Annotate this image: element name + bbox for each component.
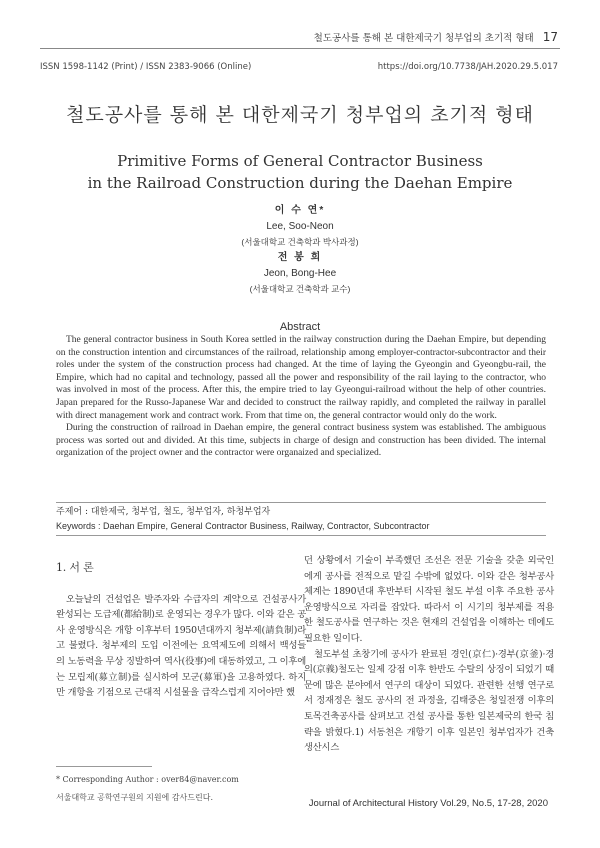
- author-2-name-en: Jeon, Bong-Hee: [263, 268, 337, 279]
- issn-line: ISSN 1598-1142 (Print) / ISSN 2383-9066 (Online): [40, 62, 252, 72]
- abstract-paragraph-1: The general contractor business in South Korea settled in the railway construction during the Daehan Empire, but depending on the construction intention and circumstances of the railroad, relationship among employer-contractor-subcontractor and their roles under the system of the construction process had changed. At the time of laying the Gyeongin and Gyeongbu-rail, the Empire, which had no capital and technology, passed all the power and responsibility of the rail laying to the contractor, who was involved in most of the process. After this, the empire tried to lay Gyeongui-railroad without the help of other countries. Japan prepared for the Russo-Japanese War and decided to construct the railway rapidly, and completed the railway in parallel with direct management work and contract work. From that time on, the general contractor would only do the work.: [56, 335, 546, 421]
- doi-link[interactable]: https://doi.org/10.7738/JAH.2020.29.5.017: [377, 62, 558, 72]
- title-korean: 철도공사를 통해 본 대한제국기 청부업의 초기적 형태: [65, 104, 535, 126]
- footnote-block: [56, 766, 286, 807]
- author-2-affiliation: (서울대학교 건축학과 교수): [249, 284, 351, 294]
- keywords-english: Keywords : Daehan Empire, General Contractor Business, Railway, Contractor, Subcontractor: [56, 521, 430, 531]
- keywords-box: [56, 502, 546, 536]
- author-2-name-ko: 전 봉 희: [277, 252, 323, 263]
- acknowledgement-note: 서울대학교 공학연구원의 지원에 감사드린다.: [56, 793, 214, 802]
- title-english-line-2: in the Railroad Construction during the Daehan Empire: [87, 174, 513, 192]
- journal-footer: Journal of Architectural History Vol.29, No.5, 17-28, 2020: [308, 798, 548, 809]
- body-column-left: [56, 560, 306, 701]
- running-head-title: 철도공사를 통해 본 대한제국기 청부업의 초기적 형태: [313, 33, 534, 44]
- author-1-name-ko: 이 수 연*: [274, 205, 326, 216]
- page-number: 17: [542, 30, 558, 44]
- author-1-affiliation: (서울대학교 건축학과 박사과정): [241, 237, 359, 247]
- title-english-line-1: Primitive Forms of General Contractor Business: [117, 152, 483, 170]
- abstract-paragraph-2: During the construction of railroad in Daehan empire, the general contract business system was established. The ambiguous process was sorted out and divided. At this time, subjects in charge of design and construction has been divided. The internal organization of the project owner and the contractor were organaized and specialized.: [56, 423, 546, 459]
- header-rule: [40, 48, 560, 49]
- abstract-body: [56, 334, 546, 460]
- footnote-rule: [56, 766, 152, 767]
- corresponding-author-note: * Corresponding Author : over84@naver.com: [56, 775, 239, 784]
- keywords-korean: 주제어 : 대한제국, 청부업, 철도, 청부업자, 하청부업자: [56, 507, 271, 517]
- body-column-right: [304, 553, 554, 756]
- abstract-heading: Abstract: [279, 321, 321, 333]
- running-head: [314, 30, 558, 44]
- body-paragraph: 던 상황에서 기술이 부족했던 조선은 전문 기술을 갖춘 외국인에게 공사를 전적으로 맡길 수밖에 없었다. 이와 같은 청부공사 체계는 1890년대 후반부터 시작된 철도 부설 이후 주요한 공사 운영방식으로 자리를 잡았다. 따라서 이 시기의 청부제를 적용한 철도공사를 연구하는 것은 현재의 건설업을 이해하는 데에도 필요한 일이다.: [304, 555, 554, 644]
- body-paragraph: 철도부설 초창기에 공사가 완료된 경인(京仁)·경부(京釜)·경의(京義)철도는 일제 강점 이후 한반도 수탈의 상징이 되었기 때문에 많은 분야에서 연구의 대상이 되었다. 관련한 선행 연구로서 정재정은 철도 공사의 전 과정을, 김태중은 청일전쟁 이후의 토목건축공사를 살펴보고 건설 공사를 통한 일본제국의 한국 침략을 밝혔다.1) 서동천은 개항기 이후 일본인 청부업자가 건축생산시스: [304, 648, 554, 754]
- body-paragraph: 오늘날의 건설업은 발주자와 수급자의 계약으로 건설공사가 완성되는 도급제(都給制)로 운영되는 경우가 많다. 이와 같은 공사 운영방식은 개항 이후부터 1950년대까지 청부제(請負制)라고 불렸다. 청부제의 도입 이전에는 요역제도에 의해서 백성들의 노동력을 무상 징발하여 역사(役事)에 대동하였고, 그 이후에는 모립제(募立制)를 실시하여 모군(募軍)을 고용하였다. 하지만 개항을 기점으로 근대적 시설물을 급작스럽게 지어야만 했: [56, 593, 306, 699]
- section-heading-introduction: 1. 서 론: [56, 561, 94, 574]
- author-block: [0, 203, 600, 297]
- author-1-name-en: Lee, Soo-Neon: [266, 221, 334, 232]
- title-english: [0, 150, 600, 194]
